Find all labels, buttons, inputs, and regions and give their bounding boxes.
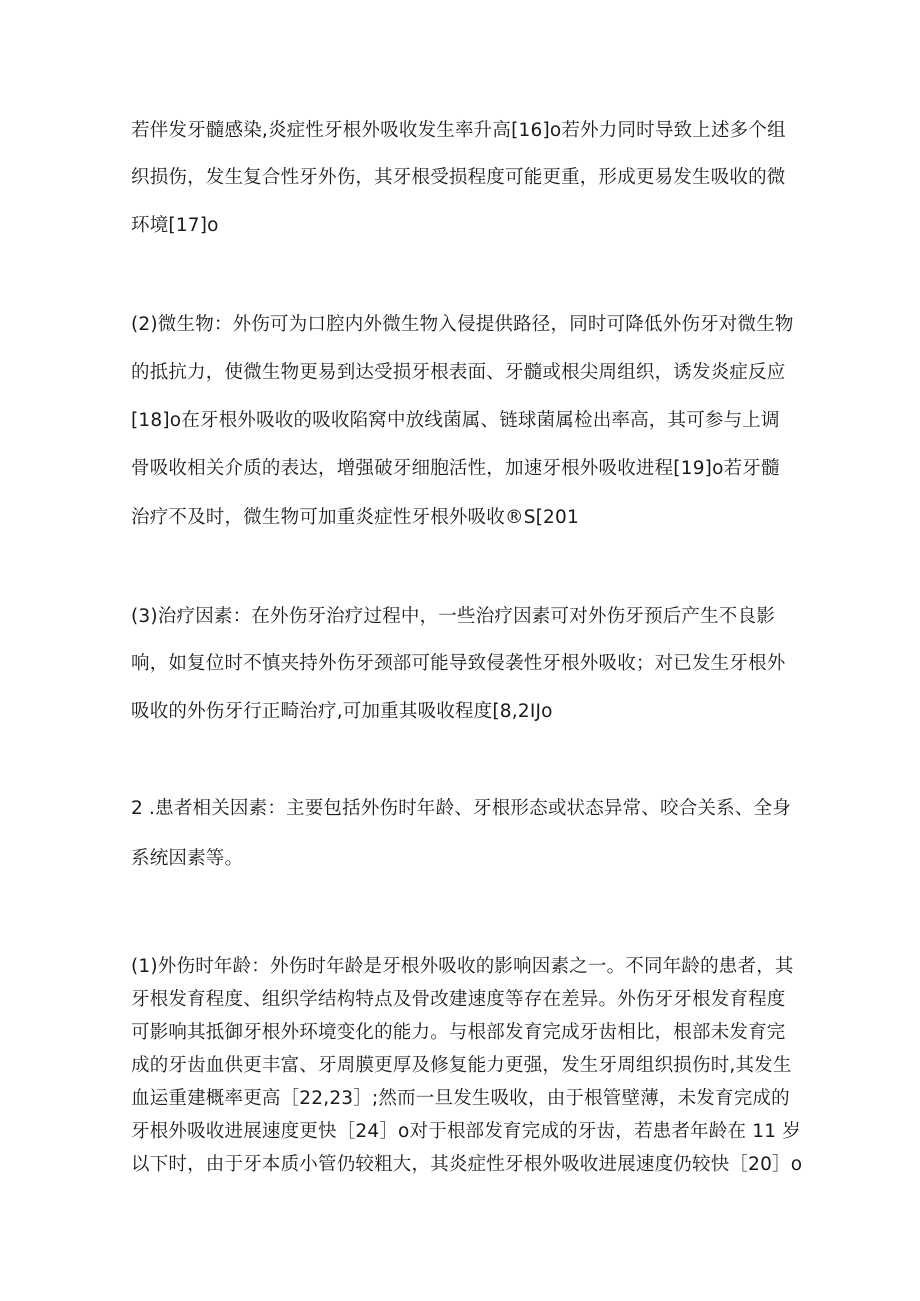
text-line: 成的牙齿血供更丰富、牙周膜更厚及修复能力更强，发生牙周组织损伤时,其发生: [131, 1055, 792, 1076]
text-line: 若伴发牙髓感染,炎症性牙根外吸收发生率升高[16]o若外力同时导致上述多个组: [131, 120, 786, 141]
text-line: 2 .患者相关因素：主要包括外伤时年龄、牙根形态或状态异常、咬合关系、全身: [131, 798, 791, 819]
text-line: 牙根发育程度、组织学结构特点及骨改建速度等存在差异。外伤牙牙根发育程度: [131, 989, 786, 1010]
text-line: 血运重建概率更高［22,23］;然而一旦发生吸收，由于根管壁薄，未发育完成的: [131, 1088, 790, 1109]
text-line: 响，如复位时不慎夹持外伤牙颈部可能导致侵袭性牙根外吸收；对已发生牙根外: [131, 653, 786, 674]
text-line: 织损伤，发生复合性牙外伤，其牙根受损程度可能更重，形成更易发生吸收的微: [131, 167, 786, 188]
text-line: 以下时，由于牙本质小管仍较粗大，其炎症性牙根外吸收进展速度仍较快［20］o: [131, 1154, 803, 1175]
text-line: 系统因素等。: [131, 848, 244, 869]
text-line: 的抵抗力，使微生物更易到达受损牙根表面、牙髓或根尖周组织，诱发炎症反应: [131, 362, 786, 383]
text-line: 可影响其抵御牙根外环境变化的能力。与根部发育完成牙齿相比，根部未发育完: [131, 1022, 786, 1043]
text-line: 牙根外吸收进展速度更快［24］o对于根部发育完成的牙齿，若患者年龄在 11 岁: [131, 1121, 801, 1142]
text-line: [18]o在牙根外吸收的吸收陷窝中放线菌属、链球菌属检出率高，其可参与上调: [131, 410, 780, 431]
text-line: (1)外伤时年龄：外伤时年龄是牙根外吸收的影响因素之一。不同年龄的患者，其: [131, 956, 794, 977]
text-line: 吸收的外伤牙行正畸治疗,可加重其吸收程度[8,2IJo: [131, 701, 553, 722]
text-line: 环境[17]o: [131, 215, 219, 236]
text-line: (3)治疗因素：在外伤牙治疗过程中，一些治疗因素可对外伤牙预后产生不良影: [131, 606, 775, 627]
text-line: 骨吸收相关介质的表达，增强破牙细胞活性，加速牙根外吸收进程[19]o若牙髓: [131, 458, 780, 479]
text-line: (2)微生物：外伤可为口腔内外微生物入侵提供路径，同时可降低外伤牙对微生物: [131, 314, 794, 335]
text-line: 治疗不及时，微生物可加重炎症性牙根外吸收®S[201: [131, 507, 579, 528]
